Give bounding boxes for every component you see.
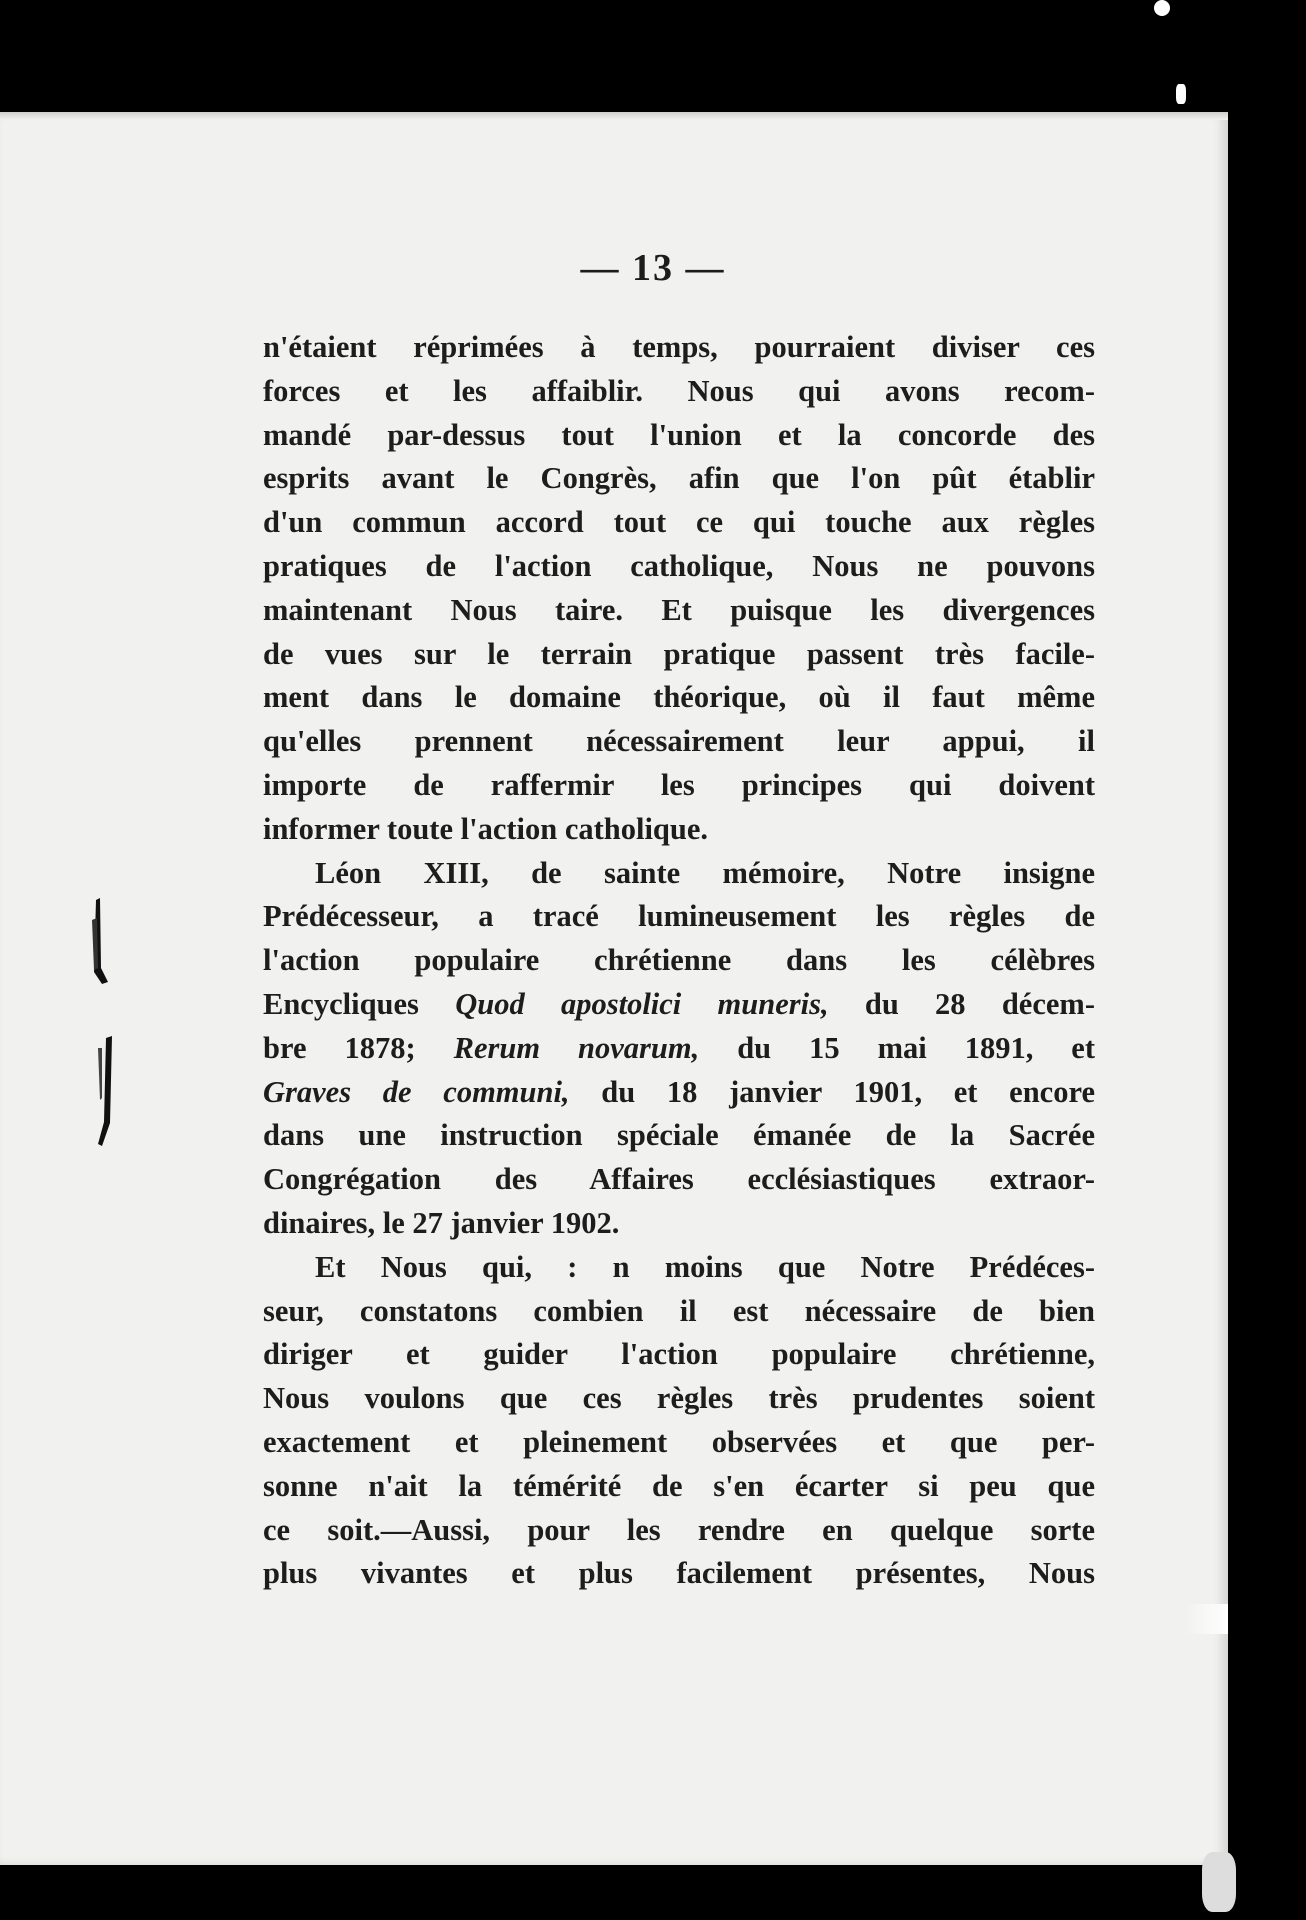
body-text — [263, 326, 1095, 1596]
text-line: Nous voulons que ces règles très prudentes soient — [263, 1381, 1095, 1416]
text-line: esprits avant le Congrès, afin que l'on pût établir — [263, 461, 1095, 496]
encyclical-title: Graves de communi, — [263, 1074, 570, 1109]
text-line — [263, 1027, 1095, 1071]
scan-speck — [1176, 84, 1186, 104]
encyclical-title: Quod apostolici muneris, — [455, 986, 829, 1021]
text-line: l'action populaire chrétienne dans les célèbres — [263, 943, 1095, 978]
text-line: seur, constatons combien il est nécessaire de bien — [263, 1293, 1095, 1328]
text-line: plus vivantes et plus facilement présentes, Nous — [263, 1556, 1095, 1591]
text-line: exactement et pleinement observées et que per- — [263, 1424, 1095, 1459]
text-line: Léon XIII, de sainte mémoire, Notre insigne — [315, 855, 1095, 890]
text-line — [263, 983, 1095, 1027]
scan-speck — [1202, 1852, 1236, 1912]
text-fragment: du 18 janvier 1901, et encore — [569, 1074, 1095, 1109]
text-line: importe de raffermir les principes qui doivent — [263, 767, 1095, 802]
text-line: pratiques de l'action catholique, Nous ne pouvons — [263, 548, 1095, 583]
text-line: dinaires, le 27 janvier 1902. — [263, 1205, 620, 1240]
text-fragment: Encycliques — [263, 986, 456, 1021]
scan-speck — [1154, 0, 1170, 16]
text-line: d'un commun accord tout ce qui touche aux règles — [263, 505, 1095, 540]
page-top-edge — [0, 112, 1228, 120]
text-line: mandé par-dessus tout l'union et la concorde des — [263, 417, 1095, 452]
text-line: maintenant Nous taire. Et puisque les divergences — [263, 592, 1095, 627]
text-line: qu'elles prennent nécessairement leur appui, il — [263, 724, 1095, 759]
text-fragment: bre 1878; — [263, 1030, 454, 1065]
text-line: Congrégation des Affaires ecclésiastiques extraor- — [263, 1162, 1095, 1197]
page-number: — 13 — — [580, 247, 726, 289]
binding-marks — [88, 898, 122, 1160]
text-line: Et Nous qui, : n moins que Notre Prédéces- — [315, 1249, 1095, 1284]
text-fragment: du 15 mai 1891, et — [699, 1030, 1095, 1065]
text-line — [263, 1071, 1095, 1115]
text-line: ce soit.—Aussi, pour les rendre en quelque sorte — [263, 1512, 1095, 1547]
text-line: sonne n'ait la témérité de s'en écarter si peu que — [263, 1468, 1095, 1503]
text-fragment: du 28 décem- — [828, 986, 1095, 1021]
text-line: dans une instruction spéciale émanée de la Sacrée — [263, 1118, 1095, 1153]
text-line: informer toute l'action catholique. — [263, 811, 709, 846]
scan-bleed — [1184, 1604, 1228, 1634]
text-line: forces et les affaiblir. Nous qui avons recom- — [263, 373, 1095, 408]
text-line: n'étaient réprimées à temps, pourraient diviser ces — [263, 330, 1095, 364]
encyclical-title: Rerum novarum, — [453, 1030, 700, 1065]
text-line: diriger et guider l'action populaire chrétienne, — [263, 1337, 1095, 1372]
text-line: ment dans le domaine théorique, où il faut même — [263, 680, 1095, 715]
text-line: Prédécesseur, a tracé lumineusement les règles de — [263, 899, 1095, 934]
text-line: de vues sur le terrain pratique passent très facile- — [263, 636, 1095, 671]
